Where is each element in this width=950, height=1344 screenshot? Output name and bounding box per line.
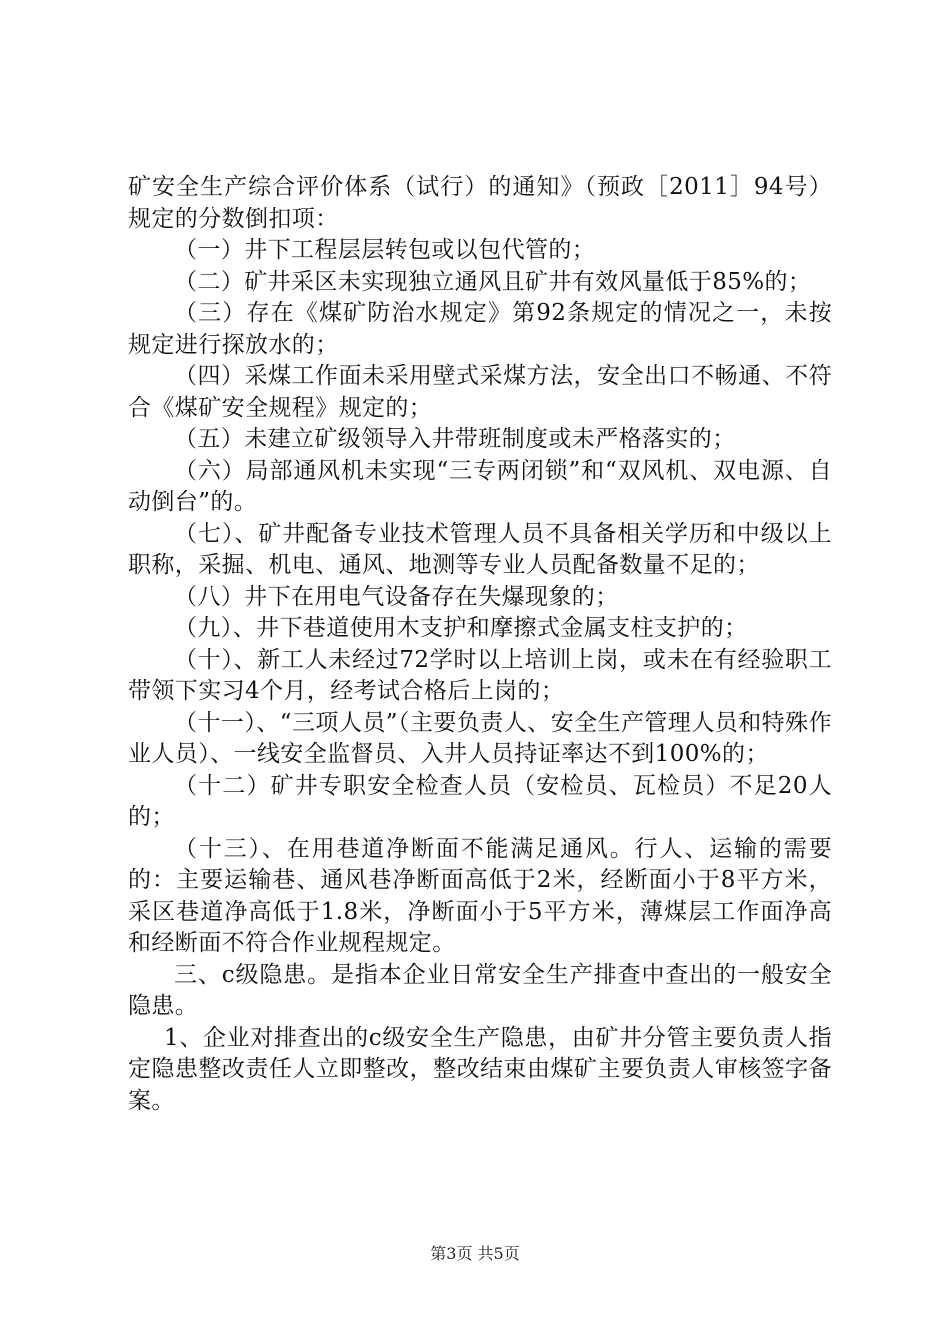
paragraph-c-level-1: 1、企业对排查出的c级安全生产隐患，由矿井分管主要负责人指定隐患整改责任人立即整改，整改结束由煤矿主要负责人审核签字备案。 bbox=[128, 1024, 832, 1114]
page-footer: 第3页 共5页 bbox=[430, 1244, 520, 1263]
paragraph-item-8: （八）井下在用电气设备存在失爆现象的； bbox=[174, 583, 619, 610]
paragraph-item-5: （五）未建立矿级领导入井带班制度或未严格落实的； bbox=[174, 426, 736, 452]
paragraph-item-7: （七）、矿井配备专业技术管理人员不具备相关学历和中级以上职称，采掘、机电、通风、地测等专业人员配备数量不足的； bbox=[128, 520, 832, 578]
paragraph-item-3: （三）存在《煤矿防治水规定》第92条规定的情况之一，未按规定进行探放水的； bbox=[128, 300, 832, 358]
paragraph-item-13: （十三）、在用巷道净断面不能满足通风。行人、运输的需要的：主要运输巷、通风巷净断面高低于2米，经断面小于8平方米，采区巷道净高低于1.8米，净断面小于5平方米，薄煤层工作面净高和经断面不符合作业规程规定。 bbox=[128, 835, 832, 956]
paragraph-section-3: 三、c级隐患。是指本企业日常安全生产排查中查出的一般安全隐患。 bbox=[128, 961, 832, 1019]
paragraph-item-11: （十一）、“三项人员”（主要负责人、安全生产管理人员和特殊作业人员）、一线安全监督员、入井人员持证率达不到100%的； bbox=[128, 709, 832, 767]
paragraph-item-10: （十）、新工人未经过72学时以上培训上岗，或未在有经验职工带领下实习4个月，经考试合格后上岗的； bbox=[128, 646, 832, 704]
paragraph-item-4: （四）采煤工作面未采用壁式采煤方法，安全出口不畅通、不符合《煤矿安全规程》规定的； bbox=[128, 363, 832, 421]
document-body bbox=[128, 172, 832, 1117]
paragraph-item-9: （九）、井下巷道使用木支护和摩擦式金属支柱支护的； bbox=[174, 615, 748, 641]
paragraph-item-2: （二）矿井采区未实现独立通风且矿井有效风量低于85%的； bbox=[174, 268, 812, 295]
paragraph-item-1: （一）井下工程层层转包或以包代管的； bbox=[174, 237, 596, 263]
paragraph-item-12: （十二）矿井专职安全检查人员（安检员、瓦检员）不足20人的； bbox=[128, 772, 832, 830]
paragraph-item-6: （六）局部通风机未实现“三专两闭锁”和“双风机、双电源、自动倒台”的。 bbox=[128, 457, 832, 515]
paragraph-continuation: 矿安全生产综合评价体系（试行）的通知》（预政［2011］94号）规定的分数倒扣项： bbox=[128, 174, 832, 232]
